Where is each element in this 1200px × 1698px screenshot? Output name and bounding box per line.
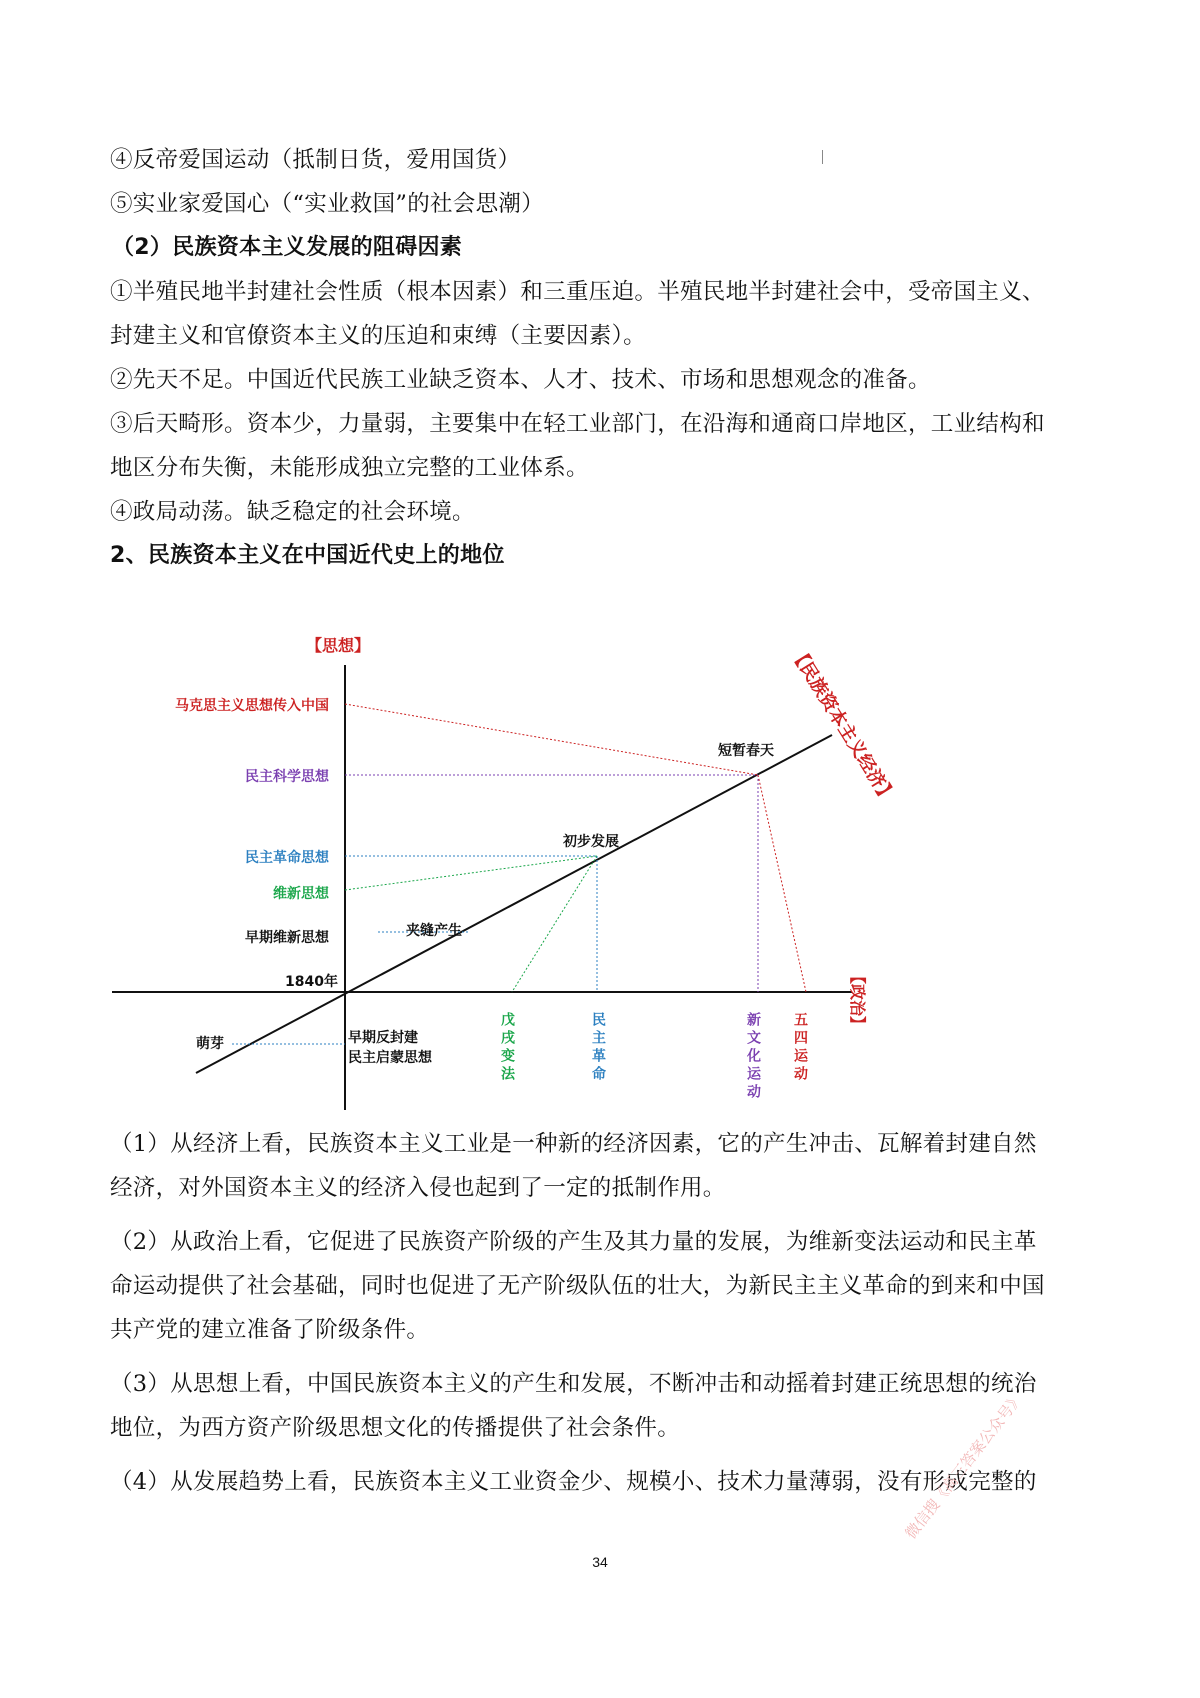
politics-label: 新文化运动 bbox=[745, 1012, 761, 1102]
early-thought-label: 民主启蒙思想 bbox=[348, 1050, 432, 1066]
section-heading: 2、民族资本主义在中国近代史上的地位 bbox=[110, 543, 505, 568]
text-line: ①半殖民地半封建社会性质（根本因素）和三重压迫。半殖民地半封建社会中，受帝国主义、 bbox=[110, 279, 1045, 305]
stage-label: 初步发展 bbox=[563, 834, 619, 850]
text-line: 命运动提供了社会基础，同时也促进了无产阶级队伍的壮大，为新民主主义革命的到来和中国 bbox=[110, 1273, 1045, 1299]
politics-label: 五四运动 bbox=[792, 1012, 808, 1084]
marxism-connector bbox=[345, 704, 758, 775]
text-line: 经济，对外国资本主义的经济入侵也起到了一定的抵制作用。 bbox=[110, 1175, 726, 1201]
early-thought-label: 早期反封建 bbox=[348, 1030, 418, 1046]
thought-label: 民主革命思想 bbox=[245, 850, 329, 866]
reform-connector bbox=[345, 856, 597, 890]
thought-label: 早期维新思想 bbox=[245, 930, 329, 946]
thought-label: 维新思想 bbox=[273, 886, 329, 902]
position-diagram bbox=[0, 620, 1200, 1120]
politics-label: 戊戌变法 bbox=[499, 1012, 515, 1084]
text-line: （1）从经济上看，民族资本主义工业是一种新的经济因素，它的产生冲击、瓦解着封建自然 bbox=[110, 1131, 1037, 1157]
text-line: 地位，为西方资产阶级思想文化的传播提供了社会条件。 bbox=[110, 1415, 681, 1441]
text-line: （3）从思想上看，中国民族资本主义的产生和发展，不断冲击和动摇着封建正统思想的统治 bbox=[110, 1371, 1037, 1397]
text-line: ④政局动荡。缺乏稳定的社会环境。 bbox=[110, 499, 475, 525]
text-line: 封建主义和官僚资本主义的压迫和束缚（主要因素）。 bbox=[110, 323, 646, 349]
politics-label: 民主革命 bbox=[590, 1012, 606, 1084]
margin-mark bbox=[822, 150, 823, 164]
economy-line-title: 【民族资本主义经济】 bbox=[785, 643, 899, 808]
text-line: （2）从政治上看，它促进了民族资产阶级的产生及其力量的发展，为维新变法运动和民主革 bbox=[110, 1229, 1037, 1255]
text-line: ④反帝爱国运动（抵制日货，爱用国货） bbox=[110, 147, 521, 173]
thought-label: 民主科学思想 bbox=[245, 769, 329, 785]
politics-axis-title: 【政治】 bbox=[848, 968, 867, 1033]
thought-label: 马克思主义思想传入中国 bbox=[175, 698, 329, 714]
text-line: （4）从发展趋势上看，民族资本主义工业资金少、规模小、技术力量薄弱，没有形成完整的 bbox=[110, 1469, 1037, 1495]
text-line: 地区分布失衡，未能形成独立完整的工业体系。 bbox=[110, 455, 589, 481]
stage-label: 萌芽 bbox=[196, 1036, 224, 1052]
may-fourth-connector bbox=[758, 775, 806, 992]
section-heading: （2）民族资本主义发展的阻碍因素 bbox=[112, 235, 463, 260]
origin-label: 1840年 bbox=[285, 974, 338, 990]
wuxu-connector bbox=[512, 856, 597, 992]
thought-axis-title: 【思想】 bbox=[306, 636, 371, 655]
text-line: ⑤实业家爱国心（“实业救国”的社会思潮） bbox=[110, 191, 545, 217]
page-number: 34 bbox=[592, 1554, 608, 1570]
stage-label: 夹缝产生 bbox=[406, 923, 462, 939]
text-line: ②先天不足。中国近代民族工业缺乏资本、人才、技术、市场和思想观念的准备。 bbox=[110, 367, 931, 393]
stage-label: 短暂春天 bbox=[718, 743, 774, 759]
watermark: 微信搜《高三答案公众号》 bbox=[901, 1389, 1027, 1543]
text-line: ③后天畸形。资本少，力量弱，主要集中在轻工业部门，在沿海和通商口岸地区，工业结构和 bbox=[110, 411, 1045, 437]
text-line: 共产党的建立准备了阶级条件。 bbox=[110, 1317, 430, 1343]
